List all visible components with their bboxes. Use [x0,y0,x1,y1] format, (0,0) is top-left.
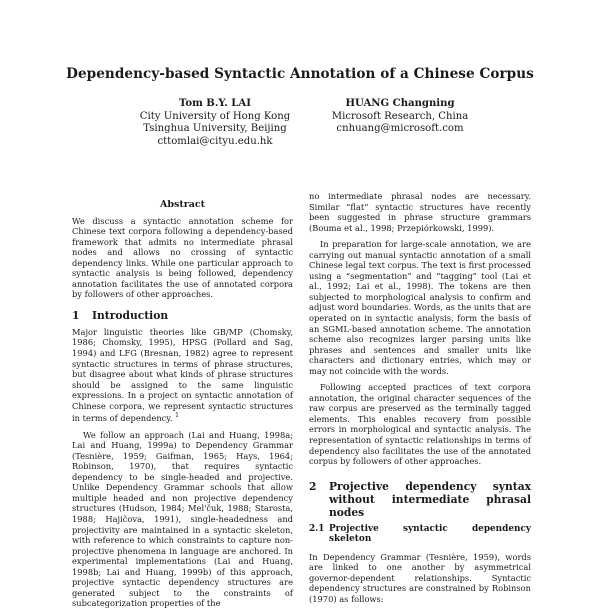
paragraph: We follow an approach (Lai and Huang, 1998a; Lai and Huang, 1999a) to Dependency Grammar (Tesnière, 1959; Gaifman, 1965; Hays, 1964; Robinson, 1970), that requires syntactic dependency to be single-headed and projective. Unlike Dependency Grammar schools that allow multiple headed and non projective dependency structures (Hudson, 1984; Mel'čuk, 1988; Starosta, 1988; Hajičova, 1991), single-headedness and projectivity are maintained in a syntactic skeleton, with reference to which constraints to capture non-projective phenomena in language are anchored. In experimental implementations (Lai and Huang, 1998b; Lai and Huang, 1999b) of this approach, projective syntactic dependency structures are generated subject to the constraints of subcategorization properties of the [72,429,293,609]
section-number: 2 [309,479,317,493]
paragraph [72,327,293,424]
author-block-1 [105,98,325,148]
footnote-marker: 1 [175,412,179,420]
author-name: Tom B.Y. LAI [179,98,251,109]
subsection-number: 2.1 [309,523,325,534]
author-email: cnhuang@microsoft.com [336,123,464,135]
paragraph: In preparation for large-scale annotation, we are carrying out manual syntactic annotation of a small Chinese legal text corpus. The text is first processed using a “segmentation” and “tagging” tool (Lai et al., 1992; Lai et al., 1998). The tokens are then subjected to morphological analysis to confirm and adjust word boundaries. Words, as the units that are operated on in syntactic analysis, form the basis of an SGML-based annotation scheme. The annotation scheme also recognizes larger parsing units like phrases and sentences and smaller units like characters and dictionary entries, which may or may not coincide with the words. [309,239,531,376]
section-heading [72,309,293,322]
author-affiliation: City University of Hong Kong [139,110,291,122]
subsection-heading [309,524,531,545]
paragraph: no intermediate phrasal nodes are necessary. Similar “flat” syntactic structures have recently been suggested in phrase structure grammars (Bouma et al., 1998; Przepiórkowski, 1999). [309,191,531,233]
section-title: Projective dependency syntax without intermediate phrasal nodes [329,479,531,519]
paragraph-text: Major linguistic theories like GB/MP (Chomsky, 1986; Chomsky, 1995), HPSG (Pollard and Sag, 1994) and LFG (Bresnan, 1982) agree to represent syntactic structures in terms of phrase structures, but disagree about what kinds of phrase structures should be assigned to the same linguistic expressions. In a project on syntactic annotation of Chinese corpora, we represent syntactic structures in terms of dependency. [72,326,293,424]
author-affiliation: Tsinghua University, Beijing [143,123,287,135]
subsection-title: Projective syntactic dependency skeleton [329,523,531,545]
section-heading [309,480,531,519]
section-number: 1 [72,308,80,322]
paragraph: Following accepted practices of text corpora annotation, the original character sequences of the raw corpus are preserved as the terminally tagged elements. This enables recovery from possible errors in morphological and syntactic analysis. The representation of syntactic relationships in terms of dependency also facilitates the use of the annotated corpus by followers of other approaches. [309,382,531,467]
abstract-text: We discuss a syntactic annotation scheme for Chinese text corpora following a dependency-based framework that admits no intermediate phrasal nodes and allows no crossing of syntactic dependency links. While one particular approach to syntactic analysis is being followed, dependency annotation facilitates the use of annotated corpora by followers of other approaches. [72,215,293,300]
author-block-2 [300,98,500,136]
paragraph: In Dependency Grammar (Tesnière, 1959), words are linked to one another by asymmetrical governor-dependent relationships. Syntactic dependency structures are constrained by Robinson (1970) as follows: [309,551,531,604]
left-column [72,200,293,609]
author-name: HUANG Changning [345,98,455,109]
author-email: cttomlai@cityu.edu.hk [157,135,273,147]
abstract-heading: Abstract [159,199,206,210]
right-column [309,191,531,604]
section-title: Introduction [92,308,169,322]
author-affiliation: Microsoft Research, China [331,110,469,122]
paper-title: Dependency-based Syntactic Annotation of a Chinese Corpus [66,66,534,82]
